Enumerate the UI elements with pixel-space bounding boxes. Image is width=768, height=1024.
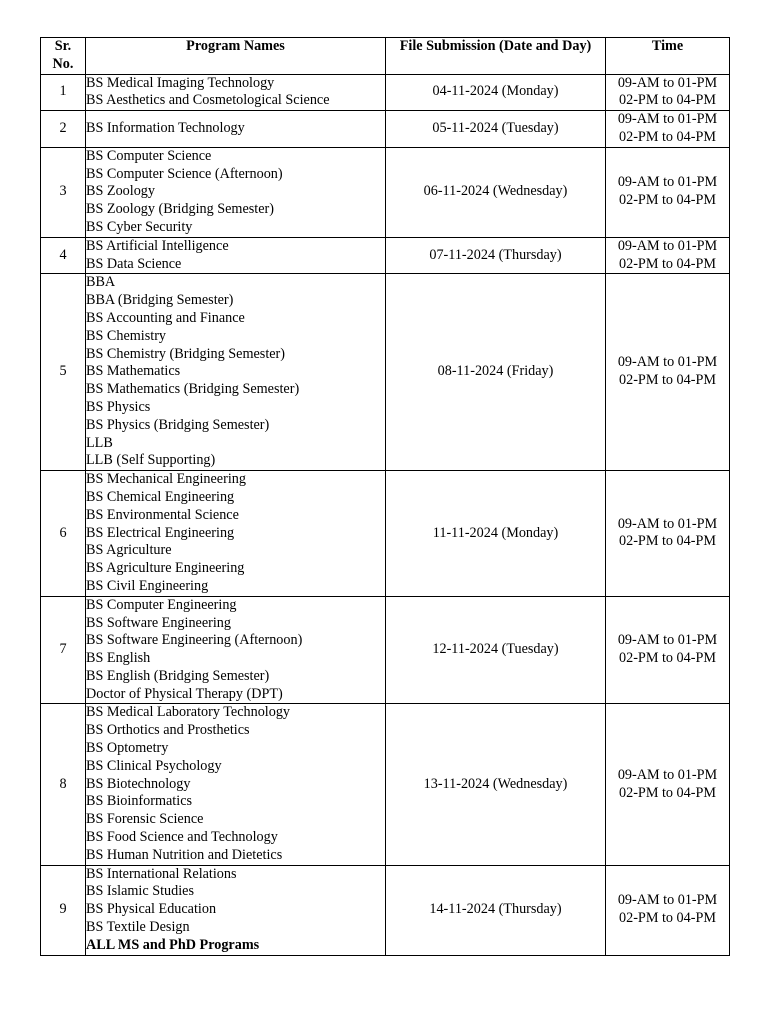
program-name: BS Data Science: [86, 255, 182, 272]
program-name: BS Medical Imaging Technology: [86, 74, 275, 91]
program-name: BS International Relations: [86, 865, 237, 882]
program-name: BS Physics: [86, 398, 151, 415]
row-program-list: [86, 147, 386, 237]
row-sr-no: 2: [41, 111, 86, 148]
program-name: BS Accounting and Finance: [86, 309, 245, 326]
program-name: BS Aesthetics and Cosmetological Science: [86, 92, 330, 109]
time-slot: 09-AM to 01-PM: [617, 74, 718, 91]
row-submission-date: 04-11-2024 (Monday): [386, 74, 606, 111]
row-sr-no: 5: [41, 274, 86, 471]
time-slot: 02-PM to 04-PM: [619, 92, 716, 109]
row-time: [606, 237, 730, 274]
row-program-list: [86, 237, 386, 274]
row-time: [606, 74, 730, 111]
program-name: BS Clinical Psychology: [86, 757, 222, 774]
program-name: BS Optometry: [86, 740, 169, 757]
header-file-submission: [386, 38, 606, 75]
time-slot: 09-AM to 01-PM: [617, 632, 718, 649]
table-row: [41, 274, 730, 471]
program-name: BS Computer Science: [86, 147, 212, 164]
schedule-table: [40, 37, 730, 956]
program-name: BS Chemistry: [86, 327, 167, 344]
program-name: BS Software Engineering: [86, 614, 231, 631]
time-slot: 09-AM to 01-PM: [617, 354, 718, 371]
row-sr-no: 7: [41, 596, 86, 704]
program-name: BS Islamic Studies: [86, 883, 194, 900]
time-slot: 09-AM to 01-PM: [617, 174, 718, 191]
program-name: BS Chemical Engineering: [86, 488, 235, 505]
time-slot: 02-PM to 04-PM: [619, 192, 716, 209]
row-program-list: [86, 471, 386, 597]
row-sr-no: 1: [41, 74, 86, 111]
schedule-body: [41, 74, 730, 955]
table-row: [41, 596, 730, 704]
program-name: BBA (Bridging Semester): [86, 292, 234, 309]
program-name: LLB (Self Supporting): [86, 452, 216, 469]
header-time-label: Time: [651, 38, 684, 54]
row-submission-date: 13-11-2024 (Wednesday): [386, 704, 606, 865]
row-time: [606, 865, 730, 955]
program-name: BS Textile Design: [86, 919, 190, 936]
program-name: BS Biotechnology: [86, 775, 191, 792]
row-program-list: [86, 111, 386, 148]
program-name: BS Environmental Science: [86, 506, 239, 523]
row-sr-no: 6: [41, 471, 86, 597]
time-slot: 09-AM to 01-PM: [617, 237, 718, 254]
header-program-names: [86, 38, 386, 75]
program-name: BS Computer Science (Afternoon): [86, 165, 283, 182]
program-name: BS Physical Education: [86, 901, 217, 918]
program-name: BS Food Science and Technology: [86, 829, 278, 846]
header-program-label: Program Names: [186, 38, 285, 54]
time-slot: 09-AM to 01-PM: [617, 892, 718, 909]
program-name: BS Information Technology: [86, 120, 245, 137]
row-program-list: [86, 865, 386, 955]
program-name: BS Human Nutrition and Dietetics: [86, 846, 283, 863]
program-name: BS English: [86, 650, 151, 667]
header-sr-label: Sr. No.: [52, 38, 74, 72]
row-sr-no: 3: [41, 147, 86, 237]
program-name: BS Mathematics: [86, 363, 181, 380]
program-name: BS Bioinformatics: [86, 793, 193, 810]
table-row: [41, 74, 730, 111]
row-submission-date: 12-11-2024 (Tuesday): [386, 596, 606, 704]
row-submission-date: 05-11-2024 (Tuesday): [386, 111, 606, 148]
program-name: BS Medical Laboratory Technology: [86, 704, 291, 721]
program-name: BS Chemistry (Bridging Semester): [86, 345, 286, 362]
header-row: [41, 38, 730, 75]
program-name: BS Zoology (Bridging Semester): [86, 201, 274, 218]
row-program-list: [86, 704, 386, 865]
table-row: [41, 704, 730, 865]
program-name: LLB: [86, 434, 113, 451]
program-name: BS English (Bridging Semester): [86, 667, 270, 684]
program-name: BS Artificial Intelligence: [86, 237, 229, 254]
table-row: [41, 865, 730, 955]
time-slot: 02-PM to 04-PM: [619, 533, 716, 550]
row-time: [606, 147, 730, 237]
row-submission-date: 14-11-2024 (Thursday): [386, 865, 606, 955]
table-row: [41, 471, 730, 597]
row-program-list: [86, 274, 386, 471]
program-name: BS Mechanical Engineering: [86, 471, 246, 488]
header-date-label: File Submission (Date and Day): [399, 38, 592, 54]
program-name: BS Agriculture: [86, 542, 172, 559]
time-slot: 02-PM to 04-PM: [619, 255, 716, 272]
row-sr-no: 9: [41, 865, 86, 955]
row-program-list: [86, 596, 386, 704]
time-slot: 09-AM to 01-PM: [617, 111, 718, 128]
header-sr-no: [41, 38, 86, 75]
row-program-list: [86, 74, 386, 111]
time-slot: 02-PM to 04-PM: [619, 784, 716, 801]
table-row: [41, 111, 730, 148]
time-slot: 02-PM to 04-PM: [619, 128, 716, 145]
row-time: [606, 704, 730, 865]
row-time: [606, 274, 730, 471]
program-name: BS Agriculture Engineering: [86, 560, 245, 577]
program-name: BS Orthotics and Prosthetics: [86, 722, 250, 739]
table-row: [41, 147, 730, 237]
program-name: BS Electrical Engineering: [86, 524, 235, 541]
row-submission-date: 06-11-2024 (Wednesday): [386, 147, 606, 237]
program-name: BS Mathematics (Bridging Semester): [86, 381, 300, 398]
time-slot: 02-PM to 04-PM: [619, 372, 716, 389]
program-name: BBA: [86, 274, 116, 291]
row-time: [606, 596, 730, 704]
program-name: BS Civil Engineering: [86, 577, 209, 594]
program-name: BS Cyber Security: [86, 218, 193, 235]
program-name: BS Physics (Bridging Semester): [86, 416, 270, 433]
time-slot: 02-PM to 04-PM: [619, 910, 716, 927]
row-submission-date: 07-11-2024 (Thursday): [386, 237, 606, 274]
row-submission-date: 11-11-2024 (Monday): [386, 471, 606, 597]
time-slot: 09-AM to 01-PM: [617, 766, 718, 783]
time-slot: 09-AM to 01-PM: [617, 515, 718, 532]
row-time: [606, 471, 730, 597]
program-name: BS Forensic Science: [86, 811, 204, 828]
time-slot: 02-PM to 04-PM: [619, 650, 716, 667]
row-submission-date: 08-11-2024 (Friday): [386, 274, 606, 471]
header-time: [606, 38, 730, 75]
row-sr-no: 4: [41, 237, 86, 274]
program-name: Doctor of Physical Therapy (DPT): [86, 685, 283, 702]
row-sr-no: 8: [41, 704, 86, 865]
program-name: BS Zoology: [86, 183, 155, 200]
program-name: BS Computer Engineering: [86, 596, 237, 613]
table-row: [41, 237, 730, 274]
row-time: [606, 111, 730, 148]
program-name-bold: ALL MS and PhD Programs: [86, 936, 260, 953]
program-name: BS Software Engineering (Afternoon): [86, 632, 303, 649]
